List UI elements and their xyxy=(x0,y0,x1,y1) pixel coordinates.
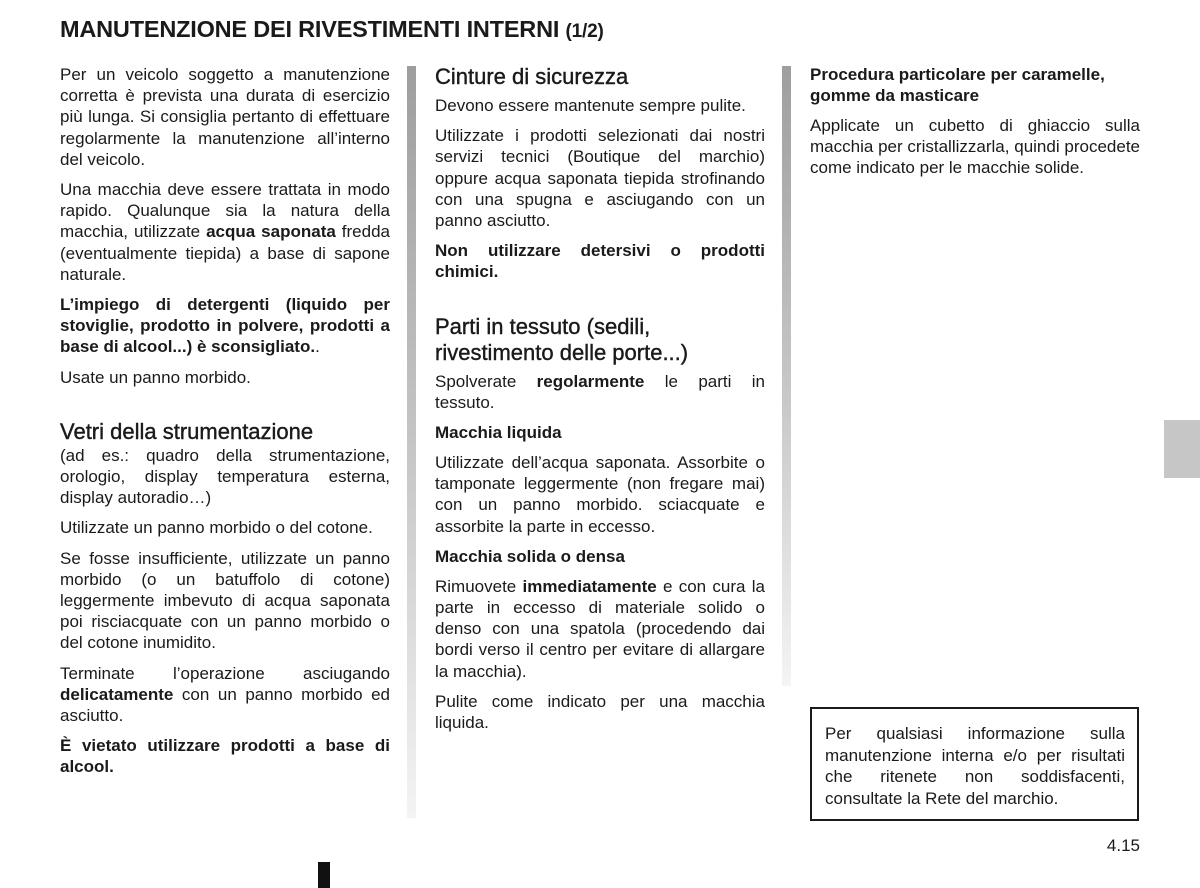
column-middle xyxy=(435,64,765,733)
info-note-box: Per qualsiasi informazione sulla manutenzione interna e/o per risultati che ritenete non soddisfacenti, consultate la Rete del marchio. xyxy=(810,707,1139,821)
belts-no-detergent-warning: Non utilizzare detersivi o prodotti chimici. xyxy=(435,241,765,282)
fabric-dust-paragraph: Spolverate regolarmente le parti in tessuto. xyxy=(435,371,766,412)
column-right xyxy=(810,64,1140,188)
solid-stain-paragraph: Rimuovete immediatamente e con cura la parte in eccesso di materiale solido o denso con una spatola (procedendo dai bordi verso il centro per evitare di allargare la macchia). xyxy=(435,576,766,681)
page-number: 4.15 xyxy=(1106,836,1140,855)
detergent-warning: L’impiego di detergenti (liquido per stoviglie, prodotto in polvere, prodotti a base di alcool...) è sconsigliato.. xyxy=(60,295,390,357)
solid-stain-clean-paragraph: Pulite come indicato per una macchia liquida. xyxy=(435,691,765,733)
page-title xyxy=(60,16,604,43)
ice-cube-paragraph: Applicate un cubetto di ghiaccio sulla macchia per cristallizzarla, quindi procedete come indicato per le macchie solide. xyxy=(810,116,1140,178)
chapter-tab-marker xyxy=(1164,420,1200,478)
intro-paragraph: Per un veicolo soggetto a manutenzione corretta è prevista una durata di esercizio più lunga. Si consiglia pertanto di effettuare regolarmente la manutenzione all’interno del veicolo. xyxy=(60,65,390,169)
instrument-cloth-paragraph: Utilizzate un panno morbido o del cotone. xyxy=(60,518,373,538)
title-part-indicator: (1/2) xyxy=(565,21,604,42)
soft-cloth-paragraph: Usate un panno morbido. xyxy=(60,367,251,387)
heading-instrument-glass: Vetri della strumentazione xyxy=(60,418,314,444)
column-left xyxy=(60,64,390,778)
subheading-liquid-stain: Macchia liquida xyxy=(435,423,562,443)
title-text: MANUTENZIONE DEI RIVESTIMENTI INTERNI xyxy=(60,16,560,42)
belts-products-paragraph: Utilizzate i prodotti selezionati dai nostri servizi tecnici (Boutique del marchio) oppure acqua saponata tiepida strofinando con una spugna e asciugando con un panno asciutto. xyxy=(435,126,765,231)
column-divider-left xyxy=(407,66,416,818)
stain-paragraph: Una macchia deve essere trattata in modo rapido. Qualunque sia la natura della macchia, utilizzate acqua saponata fredda (eventualmente tiepida) a base di sapone naturale. xyxy=(60,180,390,284)
belts-clean-paragraph: Devono essere mantenute sempre pulite. xyxy=(435,96,746,115)
alcohol-prohibited-warning: È vietato utilizzare prodotti a base di alcool. xyxy=(60,736,390,777)
heading-seat-belts: Cinture di sicurezza xyxy=(435,64,629,89)
subheading-candy-gum-procedure: Procedura particolare per caramelle, gomme da masticare xyxy=(810,65,1105,105)
instrument-glass-subtitle: (ad es.: quadro della strumentazione, orologio, display temperatura esterna, display autoradio…) xyxy=(60,445,390,508)
drying-paragraph: Terminate l’operazione asciugando delicatamente con un panno morbido ed asciutto. xyxy=(60,663,390,726)
subheading-solid-stain: Macchia solida o densa xyxy=(435,546,625,566)
column-divider-right xyxy=(782,66,791,686)
heading-fabric-parts: Parti in tessuto (sedili, rivestimento delle porte...) xyxy=(435,313,689,365)
liquid-stain-paragraph: Utilizzate dell’acqua saponata. Assorbite o tamponate leggermente (non fregare mai) con un panno morbido. sciacquate e assorbite la parte in eccesso. xyxy=(435,453,765,536)
page-edge-mark xyxy=(318,862,330,888)
instrument-insufficient-paragraph: Se fosse insufficiente, utilizzate un panno morbido (o un batuffolo di cotone) leggermente imbevuto di acqua saponata poi risciacquate con un panno morbido o del cotone inumidito. xyxy=(60,548,390,653)
